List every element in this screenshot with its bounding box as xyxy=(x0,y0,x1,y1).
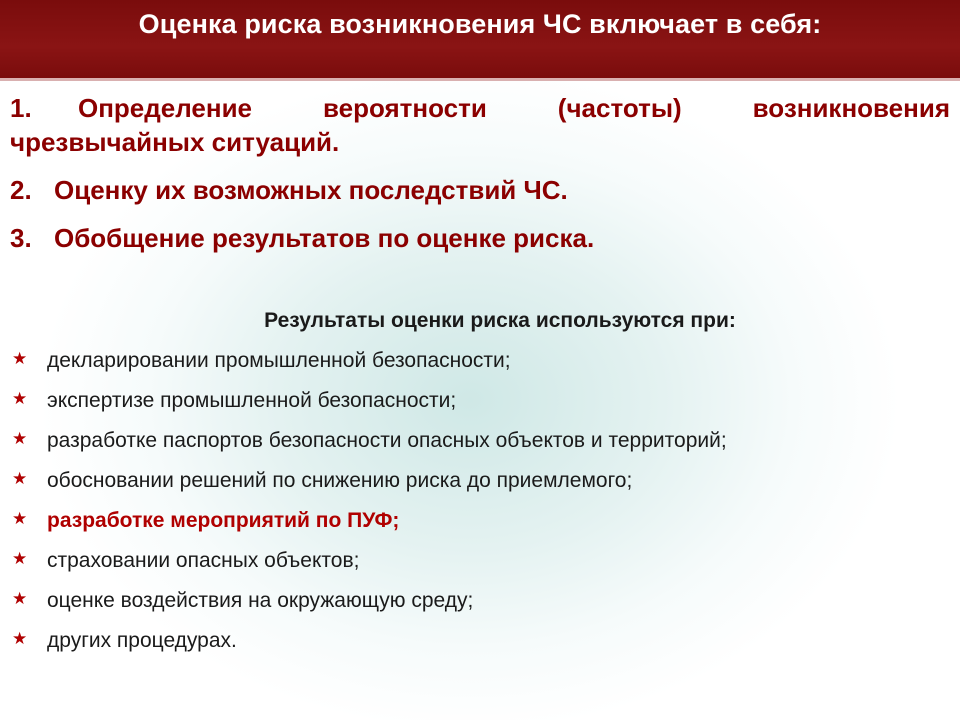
step-item xyxy=(10,91,950,159)
list-item xyxy=(12,544,727,584)
list-item-text: страховании опасных объектов; xyxy=(47,549,360,572)
star-icon: ★ xyxy=(12,509,28,528)
star-icon: ★ xyxy=(12,469,28,488)
step-number: 1. xyxy=(10,93,32,123)
list-item-text: декларировании промышленной безопасности; xyxy=(47,349,511,372)
step-number: 3. xyxy=(10,223,32,253)
star-icon: ★ xyxy=(12,349,28,368)
star-icon: ★ xyxy=(12,429,28,448)
list-item xyxy=(12,584,727,624)
list-item xyxy=(12,384,727,424)
step-text: Определение вероятности (частоты) возникновения чрезвычайных ситуаций. xyxy=(10,93,950,157)
step-item xyxy=(10,173,950,207)
list-item-text: оценке воздействия на окружающую среду; xyxy=(47,589,474,612)
step-number: 2. xyxy=(10,175,32,205)
list-item-text: разработке мероприятий по ПУФ; xyxy=(47,509,400,532)
list-item xyxy=(12,344,727,384)
list-item-text: разработке паспортов безопасности опасных объектов и территорий; xyxy=(47,429,727,452)
title-bar xyxy=(0,0,960,78)
list-item xyxy=(12,624,727,664)
star-icon: ★ xyxy=(12,629,28,648)
step-text: Оценку их возможных последствий ЧС. xyxy=(54,175,568,205)
star-icon: ★ xyxy=(12,589,28,608)
star-icon: ★ xyxy=(12,549,28,568)
list-item xyxy=(12,424,727,464)
star-icon: ★ xyxy=(12,389,28,408)
slide-title: Оценка риска возникновения ЧС включает в себя: xyxy=(138,9,822,39)
steps-list xyxy=(10,91,950,269)
list-item-highlighted xyxy=(12,504,727,544)
step-text: Обобщение результатов по оценке риска. xyxy=(54,223,595,253)
title-divider xyxy=(0,78,960,81)
list-item-text: обосновании решений по снижению риска до приемлемого; xyxy=(47,469,633,492)
list-item-text: экспертизе промышленной безопасности; xyxy=(47,389,457,412)
list-item-text: других процедурах. xyxy=(47,629,237,652)
bullet-list xyxy=(12,344,727,664)
list-item xyxy=(12,464,727,504)
results-heading: Результаты оценки риска используются при: xyxy=(264,309,736,332)
step-item xyxy=(10,221,950,255)
